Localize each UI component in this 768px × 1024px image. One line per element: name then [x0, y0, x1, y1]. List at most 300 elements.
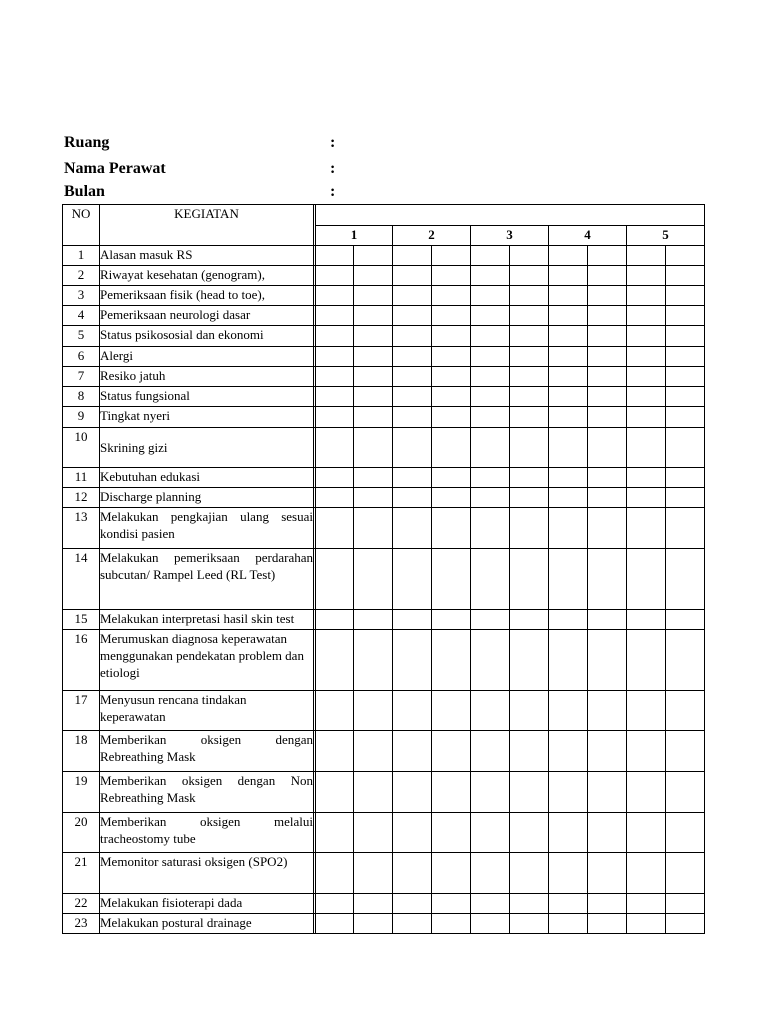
check-cell[interactable] [393, 772, 432, 813]
check-cell[interactable] [316, 367, 354, 387]
check-cell[interactable] [471, 326, 510, 347]
check-cell[interactable] [627, 610, 666, 630]
row-number: 14 [63, 549, 100, 610]
activity-text: Discharge planning [100, 488, 314, 508]
check-cell[interactable] [588, 813, 627, 853]
check-cell[interactable] [549, 266, 588, 286]
check-cell[interactable] [666, 772, 705, 813]
check-cell[interactable] [549, 610, 588, 630]
bulan-label: Bulan [64, 183, 105, 200]
check-cell[interactable] [549, 306, 588, 326]
check-cell[interactable] [354, 488, 393, 508]
check-cell[interactable] [666, 428, 705, 468]
check-cell[interactable] [354, 508, 393, 549]
check-cell[interactable] [627, 853, 666, 894]
table-row [63, 488, 705, 508]
check-cell[interactable] [354, 813, 393, 853]
check-cell[interactable] [432, 813, 471, 853]
check-cell[interactable] [549, 407, 588, 428]
check-cell[interactable] [471, 731, 510, 772]
check-cell[interactable] [666, 508, 705, 549]
check-cell[interactable] [432, 488, 471, 508]
check-cell[interactable] [316, 428, 354, 468]
check-cell[interactable] [393, 853, 432, 894]
check-cell[interactable] [666, 813, 705, 853]
table-row [63, 610, 705, 630]
check-cell[interactable] [549, 488, 588, 508]
check-cell[interactable] [316, 894, 354, 914]
check-cell[interactable] [510, 488, 549, 508]
check-cell[interactable] [316, 610, 354, 630]
check-cell[interactable] [316, 853, 354, 894]
check-cell[interactable] [432, 914, 471, 934]
row-number: 10 [63, 428, 100, 468]
check-cell[interactable] [666, 549, 705, 610]
check-cell[interactable] [354, 286, 393, 306]
check-cell[interactable] [393, 894, 432, 914]
check-cell[interactable] [393, 508, 432, 549]
check-cell[interactable] [471, 914, 510, 934]
table-row [63, 508, 705, 549]
check-cell[interactable] [471, 367, 510, 387]
check-cell[interactable] [588, 508, 627, 549]
check-cell[interactable] [588, 772, 627, 813]
check-cell[interactable] [588, 468, 627, 488]
check-cell[interactable] [471, 347, 510, 367]
check-cell[interactable] [627, 326, 666, 347]
row-number: 9 [63, 407, 100, 428]
check-cell[interactable] [666, 407, 705, 428]
check-cell[interactable] [393, 813, 432, 853]
check-cell[interactable] [549, 508, 588, 549]
check-cell[interactable] [432, 549, 471, 610]
row-number: 6 [63, 347, 100, 367]
check-cell[interactable] [588, 367, 627, 387]
check-cell[interactable] [549, 894, 588, 914]
check-cell[interactable] [316, 468, 354, 488]
check-cell[interactable] [354, 630, 393, 691]
check-cell[interactable] [588, 914, 627, 934]
activity-text: Memberikan oksigen melalui tracheostomy tube [100, 813, 314, 853]
check-cell[interactable] [393, 691, 432, 731]
check-cell[interactable] [549, 549, 588, 610]
check-cell[interactable] [432, 630, 471, 691]
check-cell[interactable] [510, 894, 549, 914]
check-cell[interactable] [471, 610, 510, 630]
check-cell[interactable] [666, 691, 705, 731]
activity-text: Memonitor saturasi oksigen (SPO2) [100, 853, 314, 894]
check-cell[interactable] [510, 914, 549, 934]
check-cell[interactable] [510, 326, 549, 347]
check-cell[interactable] [316, 508, 354, 549]
check-cell[interactable] [588, 347, 627, 367]
check-cell[interactable] [471, 246, 510, 266]
check-cell[interactable] [354, 246, 393, 266]
check-cell[interactable] [666, 914, 705, 934]
check-cell[interactable] [354, 428, 393, 468]
check-cell[interactable] [549, 286, 588, 306]
day-4-header: 4 [549, 226, 627, 246]
check-cell[interactable] [432, 326, 471, 347]
check-cell[interactable] [627, 387, 666, 407]
check-cell[interactable] [549, 367, 588, 387]
check-cell[interactable] [627, 246, 666, 266]
check-cell[interactable] [316, 326, 354, 347]
activity-text: Melakukan pemeriksaan perdarahan subcutan/ Rampel Leed (RL Test) [100, 549, 314, 610]
check-cell[interactable] [354, 326, 393, 347]
check-cell[interactable] [316, 286, 354, 306]
check-cell[interactable] [316, 549, 354, 610]
check-cell[interactable] [393, 347, 432, 367]
check-cell[interactable] [393, 306, 432, 326]
day-2-header: 2 [393, 226, 471, 246]
check-cell[interactable] [510, 347, 549, 367]
check-cell[interactable] [588, 326, 627, 347]
check-cell[interactable] [432, 468, 471, 488]
check-cell[interactable] [666, 367, 705, 387]
check-cell[interactable] [316, 306, 354, 326]
check-cell[interactable] [316, 266, 354, 286]
check-cell[interactable] [510, 387, 549, 407]
check-cell[interactable] [354, 266, 393, 286]
check-cell[interactable] [393, 468, 432, 488]
check-cell[interactable] [354, 610, 393, 630]
check-cell[interactable] [549, 853, 588, 894]
table-row [63, 731, 705, 772]
check-cell[interactable] [588, 266, 627, 286]
activity-text: Resiko jatuh [100, 367, 314, 387]
check-cell[interactable] [666, 468, 705, 488]
check-cell[interactable] [588, 691, 627, 731]
check-cell[interactable] [588, 286, 627, 306]
check-cell[interactable] [627, 347, 666, 367]
check-cell[interactable] [393, 266, 432, 286]
check-cell[interactable] [510, 266, 549, 286]
table-row [63, 428, 705, 468]
check-cell[interactable] [316, 347, 354, 367]
check-cell[interactable] [666, 326, 705, 347]
check-cell[interactable] [354, 468, 393, 488]
check-cell[interactable] [316, 407, 354, 428]
check-cell[interactable] [627, 488, 666, 508]
check-cell[interactable] [471, 853, 510, 894]
check-cell[interactable] [354, 691, 393, 731]
table-row [63, 772, 705, 813]
header-blank [316, 205, 705, 226]
check-cell[interactable] [354, 772, 393, 813]
check-cell[interactable] [393, 914, 432, 934]
check-cell[interactable] [432, 508, 471, 549]
check-cell[interactable] [588, 246, 627, 266]
bulan-colon: : [330, 183, 336, 200]
check-cell[interactable] [432, 407, 471, 428]
check-cell[interactable] [627, 286, 666, 306]
ruang-row [64, 133, 336, 153]
check-cell[interactable] [666, 853, 705, 894]
activity-text: Memberikan oksigen dengan Non Rebreathing Mask [100, 772, 314, 813]
table-row [63, 286, 705, 306]
check-cell[interactable] [471, 286, 510, 306]
row-number: 17 [63, 691, 100, 731]
check-cell[interactable] [549, 630, 588, 691]
check-cell[interactable] [510, 731, 549, 772]
perawat-colon: : [330, 160, 336, 177]
check-cell[interactable] [627, 407, 666, 428]
day-3-header: 3 [471, 226, 549, 246]
check-cell[interactable] [354, 347, 393, 367]
check-cell[interactable] [588, 549, 627, 610]
check-cell[interactable] [354, 387, 393, 407]
check-cell[interactable] [666, 731, 705, 772]
activity-text: Kebutuhan edukasi [100, 468, 314, 488]
check-cell[interactable] [316, 772, 354, 813]
row-number: 21 [63, 853, 100, 894]
check-cell[interactable] [666, 894, 705, 914]
ruang-label: Ruang [64, 134, 110, 151]
check-cell[interactable] [471, 306, 510, 326]
check-cell[interactable] [393, 246, 432, 266]
check-cell[interactable] [393, 428, 432, 468]
check-cell[interactable] [666, 266, 705, 286]
check-cell[interactable] [471, 549, 510, 610]
bulan-row [64, 182, 336, 202]
check-cell[interactable] [354, 367, 393, 387]
check-cell[interactable] [393, 549, 432, 610]
check-cell[interactable] [354, 549, 393, 610]
row-number: 18 [63, 731, 100, 772]
check-cell[interactable] [510, 468, 549, 488]
table-row [63, 630, 705, 691]
activity-text: Tingkat nyeri [100, 407, 314, 428]
check-cell[interactable] [432, 286, 471, 306]
check-cell[interactable] [588, 387, 627, 407]
check-cell[interactable] [549, 914, 588, 934]
check-cell[interactable] [588, 853, 627, 894]
check-cell[interactable] [471, 630, 510, 691]
check-cell[interactable] [316, 630, 354, 691]
check-cell[interactable] [510, 306, 549, 326]
check-cell[interactable] [627, 630, 666, 691]
check-cell[interactable] [549, 691, 588, 731]
activity-text: Alergi [100, 347, 314, 367]
row-number: 22 [63, 894, 100, 914]
check-cell[interactable] [393, 326, 432, 347]
check-cell[interactable] [354, 731, 393, 772]
check-cell[interactable] [393, 367, 432, 387]
check-cell[interactable] [588, 488, 627, 508]
check-cell[interactable] [627, 549, 666, 610]
check-cell[interactable] [627, 772, 666, 813]
activity-text: Merumuskan diagnosa keperawatan menggunakan pendekatan problem dan etiologi [100, 630, 314, 691]
check-cell[interactable] [316, 246, 354, 266]
check-cell[interactable] [510, 246, 549, 266]
check-cell[interactable] [316, 731, 354, 772]
check-cell[interactable] [627, 731, 666, 772]
check-cell[interactable] [471, 691, 510, 731]
check-cell[interactable] [588, 731, 627, 772]
check-cell[interactable] [549, 246, 588, 266]
table-row [63, 813, 705, 853]
check-cell[interactable] [588, 610, 627, 630]
check-cell[interactable] [510, 630, 549, 691]
activity-text: Status fungsional [100, 387, 314, 407]
check-cell[interactable] [627, 813, 666, 853]
check-cell[interactable] [627, 691, 666, 731]
check-cell[interactable] [666, 387, 705, 407]
row-number: 7 [63, 367, 100, 387]
check-cell[interactable] [510, 549, 549, 610]
check-cell[interactable] [471, 488, 510, 508]
check-cell[interactable] [627, 428, 666, 468]
day-1-header: 1 [316, 226, 393, 246]
row-number: 8 [63, 387, 100, 407]
check-cell[interactable] [510, 853, 549, 894]
check-cell[interactable] [627, 894, 666, 914]
check-cell[interactable] [432, 894, 471, 914]
check-cell[interactable] [549, 347, 588, 367]
check-cell[interactable] [354, 894, 393, 914]
row-number: 11 [63, 468, 100, 488]
check-cell[interactable] [666, 246, 705, 266]
perawat-row [64, 159, 336, 179]
table-row [63, 894, 705, 914]
check-cell[interactable] [627, 306, 666, 326]
row-number: 2 [63, 266, 100, 286]
check-cell[interactable] [549, 813, 588, 853]
check-cell[interactable] [432, 266, 471, 286]
check-cell[interactable] [432, 731, 471, 772]
day-5-header: 5 [627, 226, 705, 246]
check-cell[interactable] [471, 772, 510, 813]
check-cell[interactable] [510, 367, 549, 387]
check-cell[interactable] [666, 347, 705, 367]
check-cell[interactable] [471, 266, 510, 286]
check-cell[interactable] [432, 691, 471, 731]
check-cell[interactable] [316, 387, 354, 407]
check-cell[interactable] [510, 610, 549, 630]
check-cell[interactable] [393, 630, 432, 691]
check-cell[interactable] [510, 428, 549, 468]
check-cell[interactable] [510, 772, 549, 813]
check-cell[interactable] [588, 428, 627, 468]
table-row [63, 407, 705, 428]
row-number: 4 [63, 306, 100, 326]
check-cell[interactable] [316, 914, 354, 934]
row-number: 3 [63, 286, 100, 306]
row-number: 15 [63, 610, 100, 630]
table-row [63, 347, 705, 367]
check-cell[interactable] [432, 306, 471, 326]
check-cell[interactable] [510, 813, 549, 853]
check-cell[interactable] [471, 468, 510, 488]
row-number: 20 [63, 813, 100, 853]
check-cell[interactable] [393, 286, 432, 306]
check-cell[interactable] [432, 772, 471, 813]
check-cell[interactable] [432, 428, 471, 468]
check-cell[interactable] [471, 508, 510, 549]
check-cell[interactable] [393, 610, 432, 630]
check-cell[interactable] [549, 772, 588, 813]
check-cell[interactable] [588, 306, 627, 326]
check-cell[interactable] [471, 387, 510, 407]
check-cell[interactable] [471, 407, 510, 428]
check-cell[interactable] [471, 813, 510, 853]
check-cell[interactable] [510, 286, 549, 306]
check-cell[interactable] [471, 894, 510, 914]
table-row [63, 691, 705, 731]
check-cell[interactable] [316, 488, 354, 508]
check-cell[interactable] [316, 691, 354, 731]
table-row [63, 326, 705, 347]
check-cell[interactable] [354, 914, 393, 934]
activity-table [62, 204, 705, 934]
activity-text: Status psikososial dan ekonomi [100, 326, 314, 347]
check-cell[interactable] [627, 468, 666, 488]
check-cell[interactable] [393, 407, 432, 428]
activity-text: Melakukan pengkajian ulang sesuai kondisi pasien [100, 508, 314, 549]
check-cell[interactable] [627, 367, 666, 387]
check-cell[interactable] [316, 813, 354, 853]
check-cell[interactable] [354, 853, 393, 894]
check-cell[interactable] [510, 691, 549, 731]
check-cell[interactable] [549, 468, 588, 488]
check-cell[interactable] [393, 387, 432, 407]
activity-text: Alasan masuk RS [100, 246, 314, 266]
check-cell[interactable] [393, 731, 432, 772]
check-cell[interactable] [666, 306, 705, 326]
ruang-colon: : [330, 134, 336, 151]
row-number: 19 [63, 772, 100, 813]
row-number: 23 [63, 914, 100, 934]
check-cell[interactable] [510, 508, 549, 549]
row-number: 13 [63, 508, 100, 549]
row-number: 16 [63, 630, 100, 691]
check-cell[interactable] [666, 630, 705, 691]
check-cell[interactable] [627, 266, 666, 286]
check-cell[interactable] [432, 387, 471, 407]
check-cell[interactable] [471, 428, 510, 468]
check-cell[interactable] [666, 286, 705, 306]
check-cell[interactable] [354, 306, 393, 326]
check-cell[interactable] [588, 407, 627, 428]
check-cell[interactable] [432, 347, 471, 367]
check-cell[interactable] [666, 610, 705, 630]
check-cell[interactable] [588, 894, 627, 914]
activity-text: Pemeriksaan neurologi dasar [100, 306, 314, 326]
activity-text: Riwayat kesehatan (genogram), [100, 266, 314, 286]
check-cell[interactable] [627, 914, 666, 934]
activity-text: Memberikan oksigen dengan Rebreathing Mask [100, 731, 314, 772]
check-cell[interactable] [549, 326, 588, 347]
check-cell[interactable] [432, 853, 471, 894]
check-cell[interactable] [432, 246, 471, 266]
check-cell[interactable] [510, 407, 549, 428]
check-cell[interactable] [588, 630, 627, 691]
check-cell[interactable] [393, 488, 432, 508]
row-number: 12 [63, 488, 100, 508]
activity-text: Melakukan fisioterapi dada [100, 894, 314, 914]
check-cell[interactable] [627, 508, 666, 549]
check-cell[interactable] [549, 387, 588, 407]
check-cell[interactable] [549, 428, 588, 468]
check-cell[interactable] [432, 367, 471, 387]
check-cell[interactable] [432, 610, 471, 630]
check-cell[interactable] [354, 407, 393, 428]
table-row [63, 468, 705, 488]
check-cell[interactable] [549, 731, 588, 772]
check-cell[interactable] [666, 488, 705, 508]
row-number: 1 [63, 246, 100, 266]
